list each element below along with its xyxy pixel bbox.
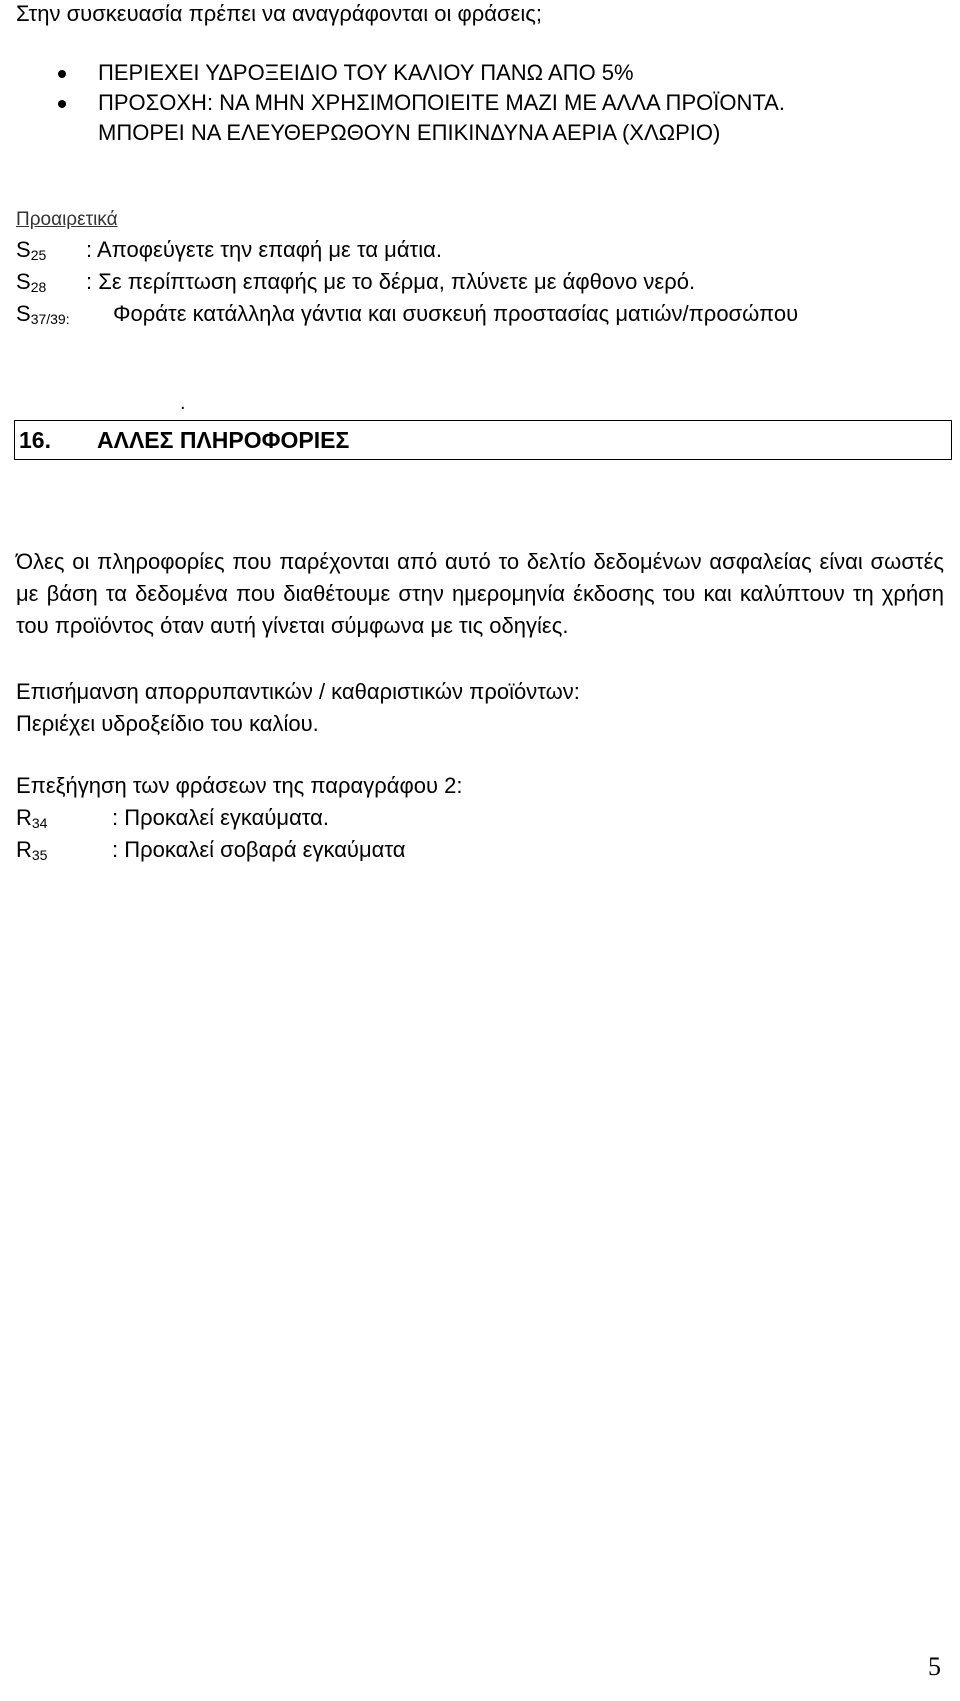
explanation-title: Επεξήγηση των φράσεων της παραγράφου 2: bbox=[16, 773, 463, 798]
bullet-item: ΠΕΡΙΕΧΕΙ ΥΔΡΟΞΕΙΔΙΟ ΤΟΥ ΚΑΛΙΟΥ ΠΑΝΩ ΑΠΟ 5% bbox=[0, 58, 785, 88]
bullet-item-continuation: ΜΠΟΡΕΙ ΝΑ ΕΛΕΥΘΕΡΩΘΟΥΝ ΕΠΙΚΙΝΔΥΝΑ ΑΕΡΙΑ (ΧΛΩΡΙΟ) bbox=[98, 120, 721, 145]
s-phrase-code: $S_{37/39:}$ bbox=[16, 301, 70, 327]
s-phrase-code: $S_{28}$ bbox=[16, 269, 47, 295]
r-phrase-text: : Προκαλεί εγκαύματα. bbox=[112, 805, 330, 830]
s-phrase-text: : Σε περίπτωση επαφής με το δέρμα, πλύνετε με άφθονο νερό. bbox=[86, 269, 696, 294]
page-number: 5 bbox=[928, 1652, 941, 1681]
r-phrase-text: : Προκαλεί σοβαρά εγκαύματα bbox=[112, 837, 406, 862]
section-number: 16. bbox=[19, 427, 51, 453]
labelling-line: Επισήμανση απορρυπαντικών / καθαριστικών προϊόντων: bbox=[16, 679, 580, 704]
bullet-item: ΠΡΟΣΟΧΗ: ΝΑ ΜΗΝ ΧΡΗΣΙΜΟΠΟΙΕΙΤΕ ΜΑΖΙ ΜΕ ΑΛΛΑ ΠΡΟΪΟΝΤΑ. bbox=[0, 88, 785, 118]
r-phrase-code: $R_{34}$ bbox=[16, 805, 48, 831]
s-phrase-code: $S_{25}$ bbox=[16, 237, 47, 263]
stray-dot: . bbox=[180, 392, 186, 414]
packaging-intro: Στην συσκευασία πρέπει να αναγράφονται οι φράσεις; bbox=[16, 1, 542, 26]
section-title: ΑΛΛΕΣ ΠΛΗΡΟΦΟΡΙΕΣ bbox=[97, 427, 350, 453]
contains-line: Περιέχει υδροξείδιο του καλίου. bbox=[16, 711, 319, 736]
bullet-dot-icon bbox=[58, 100, 66, 108]
disclaimer-paragraph: Όλες οι πληροφορίες που παρέχονται από αυτό το δελτίο δεδομένων ασφαλείας είναι σωστές με βάση τα δεδομένα που διαθέτουμε στην ημερομηνία έκδοσης του και καλύπτουν τη χρήση του προϊόντος όταν αυτή γίνεται σύμφωνα με τις οδηγίες. bbox=[16, 549, 944, 638]
warning-bullet-list bbox=[0, 58, 785, 148]
section-header bbox=[14, 420, 952, 460]
s-phrase-text: : Αποφεύγετε την επαφή με τα μάτια. bbox=[86, 237, 442, 262]
bullet-dot-icon bbox=[58, 70, 66, 78]
optional-label: Προαιρετικά bbox=[16, 209, 118, 230]
s-phrase-text: Φοράτε κατάλληλα γάντια και συσκευή προστασίας ματιών/προσώπου bbox=[113, 301, 799, 326]
r-phrase-code: $R_{35}$ bbox=[16, 837, 48, 863]
